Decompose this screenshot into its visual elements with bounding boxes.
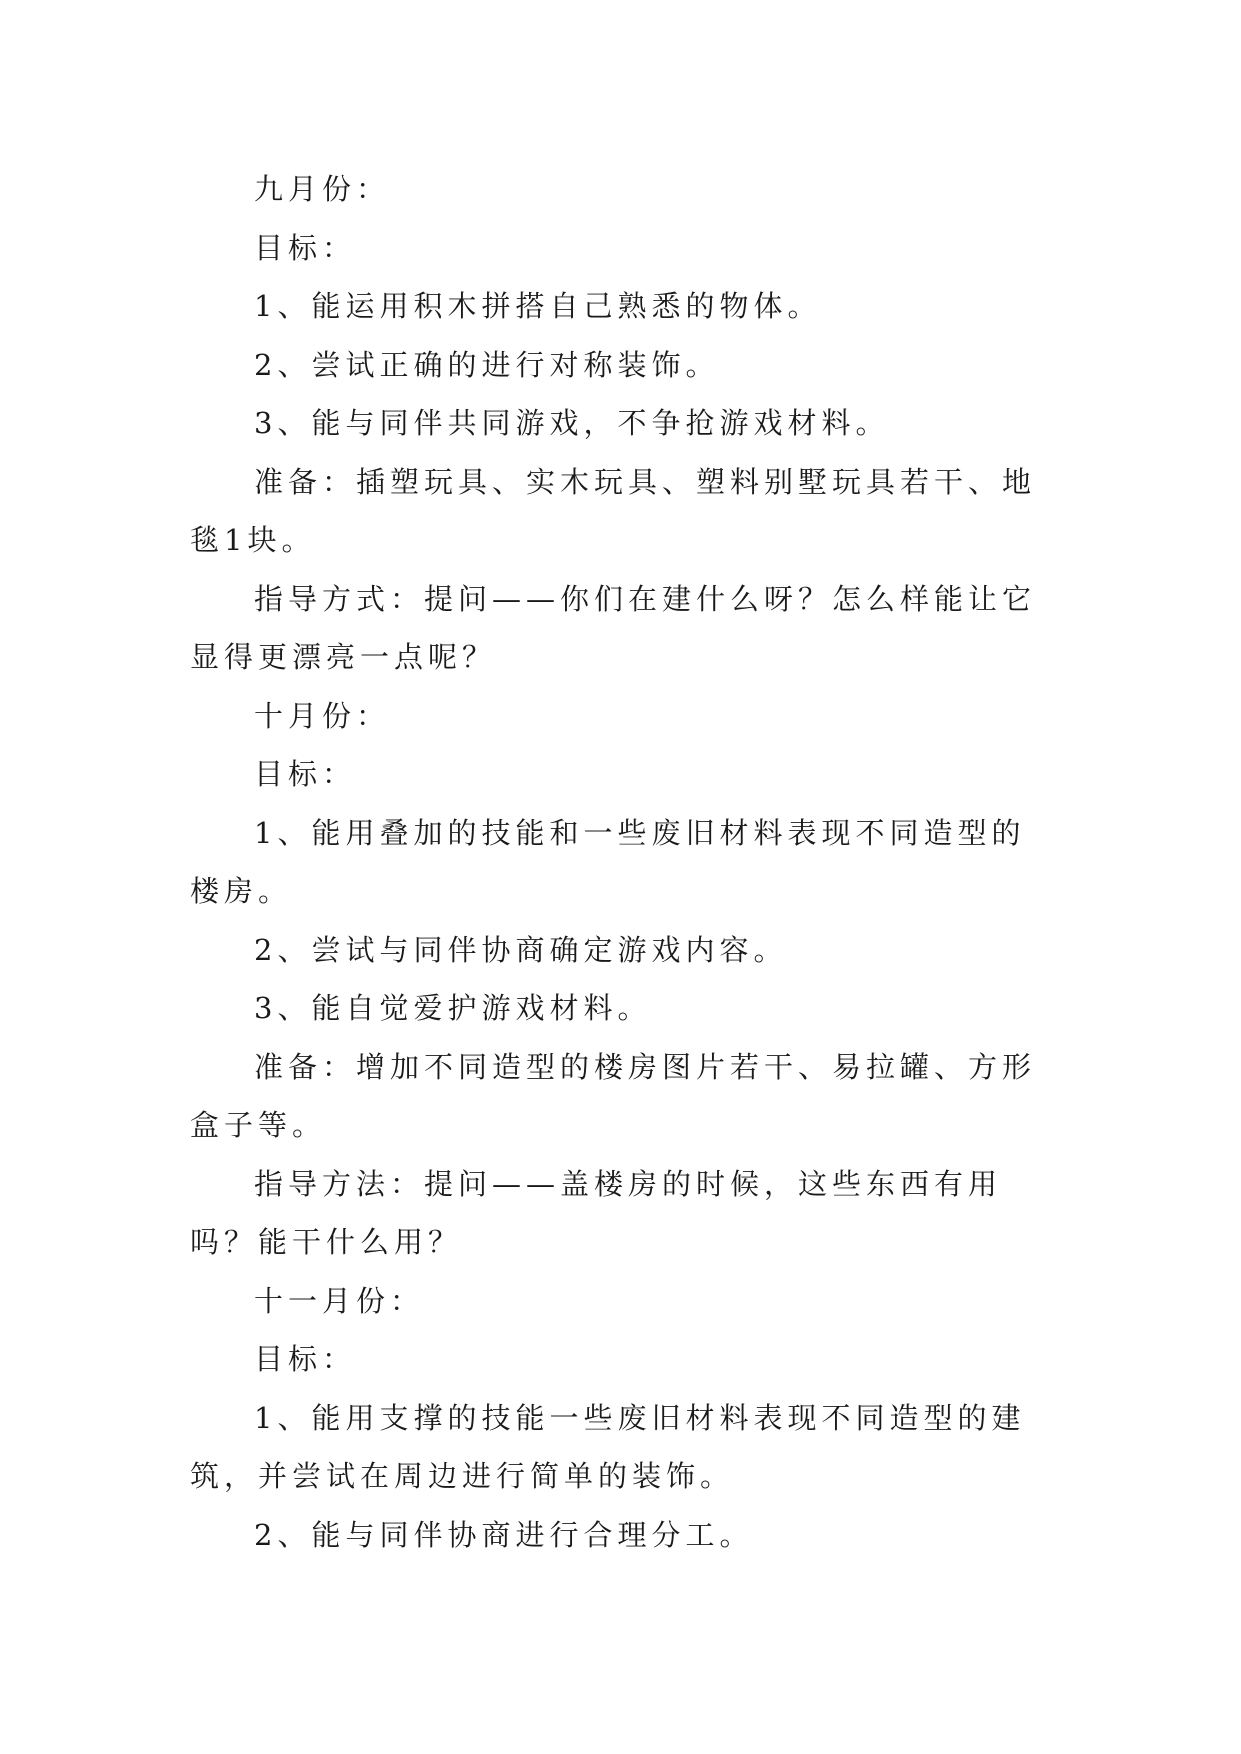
document-body bbox=[190, 160, 1050, 1564]
goal-item: 2、尝试与同伴协商确定游戏内容。 bbox=[254, 932, 788, 967]
goal-item: 1、能用支撑的技能一些废旧材料表现不同造型的建筑，并尝试在周边进行简单的装饰。 bbox=[190, 1400, 1026, 1493]
goals-label: 目标： bbox=[254, 1342, 357, 1376]
heading-november: 十一月份： bbox=[254, 1283, 425, 1318]
goal-item: 3、能自觉爱护游戏材料。 bbox=[254, 991, 652, 1025]
goal-item: 2、尝试正确的进行对称装饰。 bbox=[254, 347, 720, 382]
guidance-text: 指导方式：提问——你们在建什么呀？怎么样能让它显得更漂亮一点呢？ bbox=[190, 581, 1037, 674]
preparation-text: 准备：增加不同造型的楼房图片若干、易拉罐、方形盒子等。 bbox=[190, 1049, 1037, 1142]
goal-item: 1、能用叠加的技能和一些废旧材料表现不同造型的楼房。 bbox=[190, 815, 1026, 908]
goals-label: 目标： bbox=[254, 230, 357, 265]
goals-label: 目标： bbox=[254, 757, 357, 791]
heading-september: 九月份： bbox=[254, 172, 391, 206]
goal-item: 1、能运用积木拼搭自己熟悉的物体。 bbox=[254, 289, 822, 323]
goal-item: 3、能与同伴共同游戏，不争抢游戏材料。 bbox=[254, 406, 890, 440]
goal-item: 2、能与同伴协商进行合理分工。 bbox=[254, 1517, 754, 1552]
preparation-text: 准备：插塑玩具、实木玩具、塑料别墅玩具若干、地毯1块。 bbox=[190, 464, 1037, 557]
guidance-text: 指导方法：提问——盖楼房的时候，这些东西有用吗？能干什么用？ bbox=[190, 1166, 1003, 1259]
heading-october: 十月份： bbox=[254, 698, 391, 733]
